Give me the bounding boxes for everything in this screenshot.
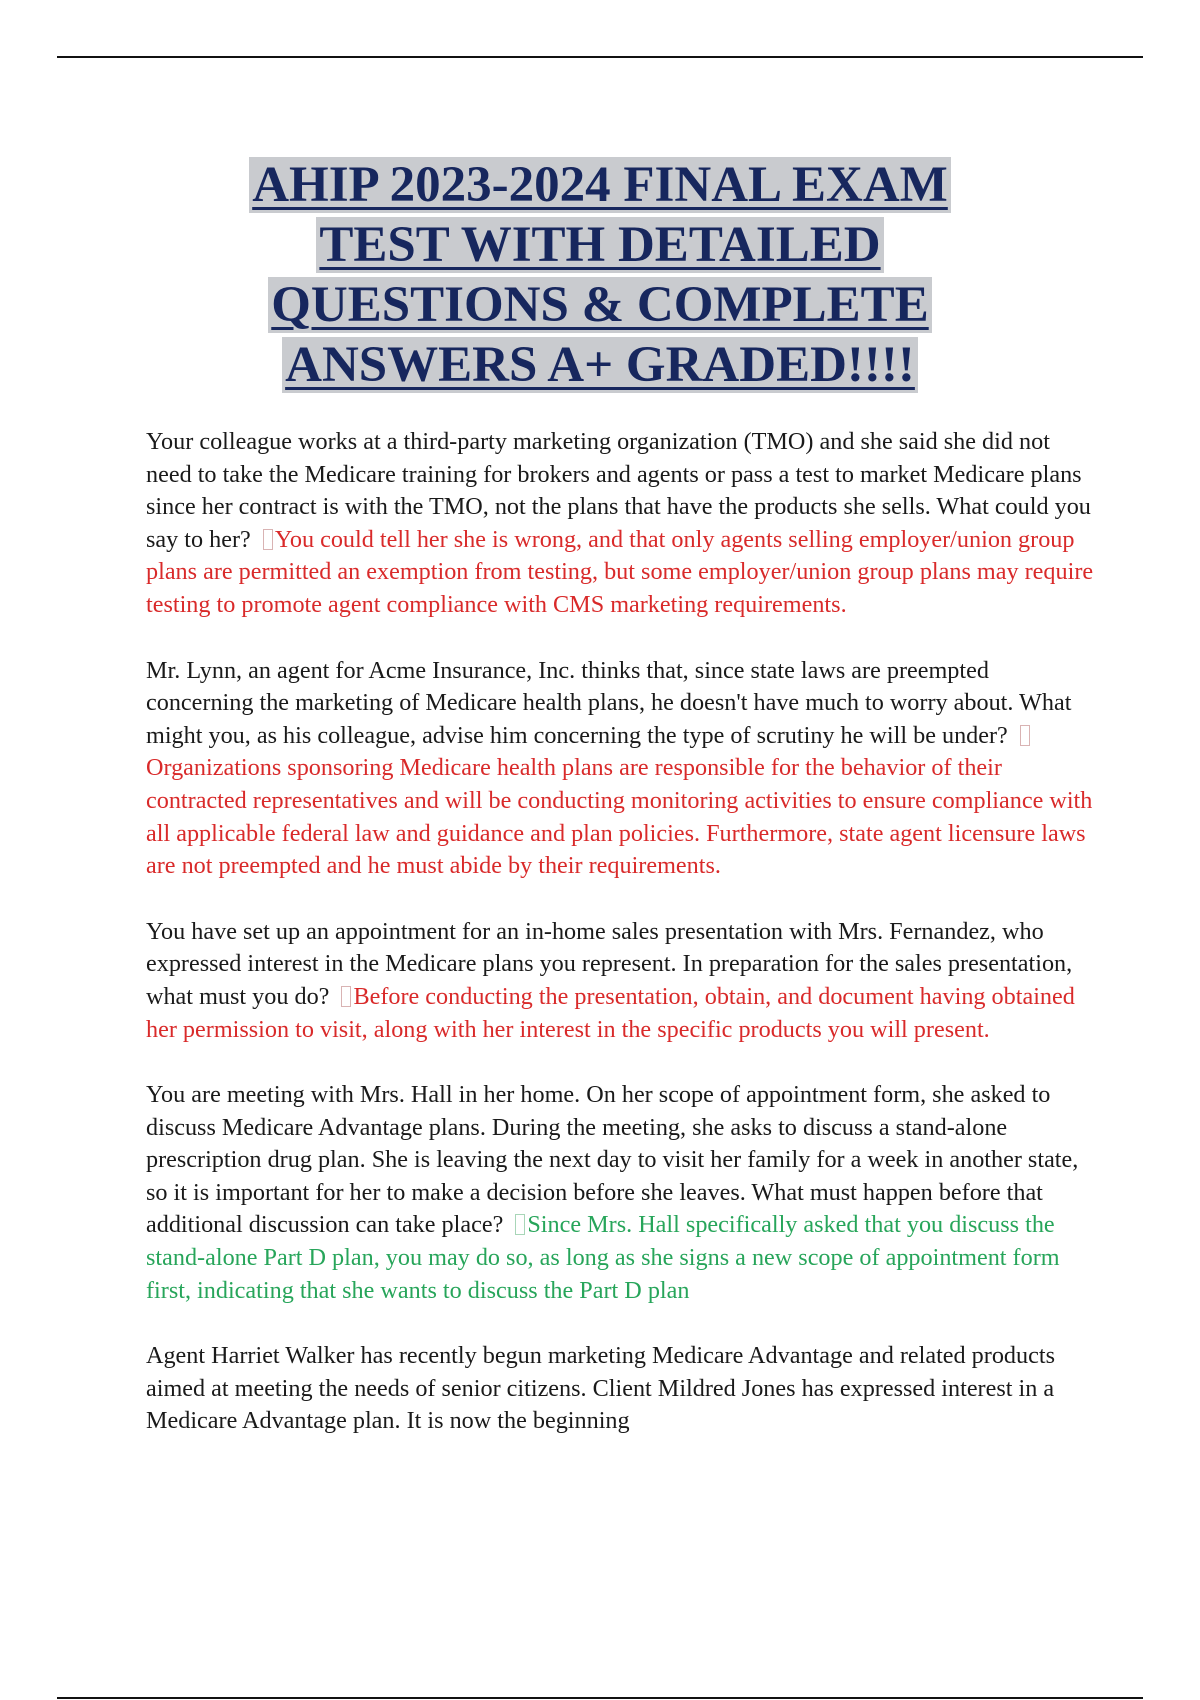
answer-text: You could tell her she is wrong, and that only agents selling employer/union group plans are permitted an exemption from testing, but some employer/union group plans may require testing to promote agent compliance with CMS marketing requirements. [146,525,1094,618]
qa-item [146,1079,1096,1307]
qa-item [146,426,1096,622]
answer-marker-icon [341,986,351,1007]
answer-text: Organizations sponsoring Medicare health plans are responsible for the behavior of their contracted representatives and will be conducting monitoring activities to ensure compliance with all applicable federal law and guidance and plan policies. Furthermore, state agent licensure laws are not preempted and he must abide by their requirements. [146,754,1093,880]
question-text: Mr. Lynn, an agent for Acme Insurance, Inc. thinks that, since state laws are preempted concerning the marketing of Medicare health plans, he doesn't have much to worry about. What might you, as his colleague, advise him concerning the type of scrutiny he will be under? [146,656,1072,749]
answer-text: Since Mrs. Hall specifically asked that you discuss the stand-alone Part D plan, you may do so, as long as she signs a new scope of appointment form first, indicating that she wants to discuss the Part D plan [146,1211,1060,1304]
qa-item [146,916,1096,1046]
question-text: You have set up an appointment for an in-home sales presentation with Mrs. Fernandez, who expressed interest in the Medicare plans you represent. In preparation for the sales presentation, what must you do? [146,917,1073,1010]
bottom-rule [57,1697,1143,1699]
document-body [146,426,1096,1471]
answer-marker-icon [1020,725,1030,746]
answer-text: Before conducting the presentation, obtain, and document having obtained her permission to visit, along with her interest in the specific products you will present. [146,982,1075,1043]
title-line: TEST WITH DETAILED [120,215,1080,275]
title-line: ANSWERS A+ GRADED!!!! [120,335,1080,395]
question-text: You are meeting with Mrs. Hall in her home. On her scope of appointment form, she asked to discuss Medicare Advantage plans. During the meeting, she asks to discuss a stand-alone prescription drug plan. She is leaving the next day to visit her family for a week in another state, so it is important for her to make a decision before she leaves. What must happen before that additional discussion can take place? [146,1081,1079,1239]
qa-item [146,1340,1096,1438]
answer-marker-icon [263,529,273,550]
title-line: QUESTIONS & COMPLETE [120,275,1080,335]
answer-marker-icon [515,1214,525,1235]
document-title [120,155,1080,395]
qa-item [146,655,1096,883]
title-line: AHIP 2023-2024 FINAL EXAM [120,155,1080,215]
question-text: Agent Harriet Walker has recently begun marketing Medicare Advantage and related products aimed at meeting the needs of senior citizens. Client Mildred Jones has expressed interest in a Medicare Advantage plan. It is now the beginning [146,1342,1055,1435]
top-rule [57,56,1143,58]
question-text: Your colleague works at a third-party marketing organization (TMO) and she said she did not need to take the Medicare training for brokers and agents or pass a test to market Medicare plans since her contract is with the TMO, not the plans that have the products she sells. What could you say to her? [146,428,1091,553]
